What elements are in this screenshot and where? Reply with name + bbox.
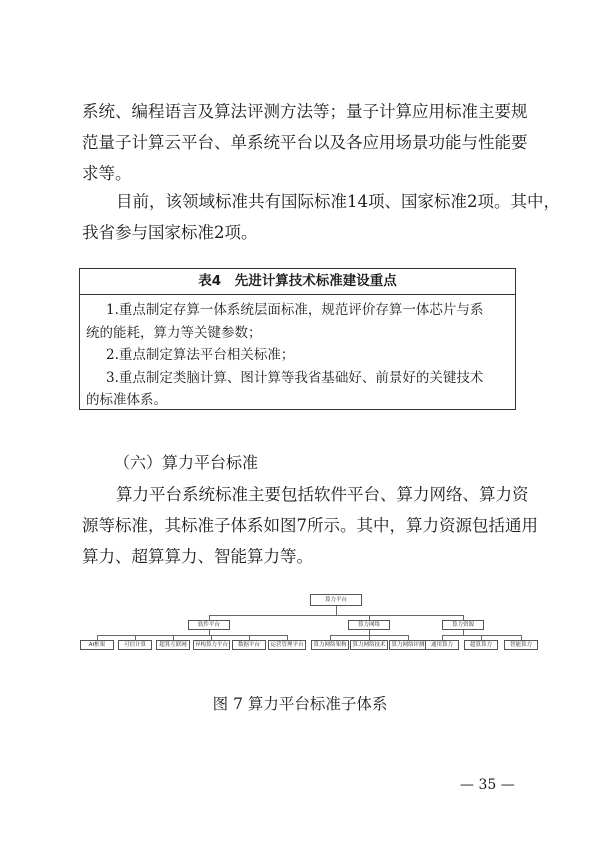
leaf-node: 超算互联网 bbox=[156, 640, 190, 650]
leaf-node: 算力网络架构 bbox=[311, 640, 349, 650]
paragraph-standards-count bbox=[82, 186, 560, 248]
leaf-node: 通用算力 bbox=[425, 640, 459, 650]
text-line: 求等。 bbox=[82, 164, 132, 183]
text-line: 算力平台系统标准主要包括软件平台、算力网络、算力资 bbox=[116, 485, 529, 504]
text-line: 系统、编程语言及算法评测方法等；量子计算应用标准主要规 bbox=[82, 102, 528, 121]
section-heading: （六）算力平台标准 bbox=[114, 453, 259, 472]
table4-item-1-line1: 1.重点制定存算一体系统层面标准，规范评价存算一体芯片与系 bbox=[106, 302, 484, 318]
table4-title: 表4 先进计算技术标准建设重点 bbox=[80, 269, 515, 295]
leaf-node: AI框架 bbox=[80, 640, 114, 650]
page-number: — 35 — bbox=[460, 777, 515, 793]
connector bbox=[209, 615, 463, 616]
table4-item-1-line2: 统的能耗，算力等关键参数； bbox=[86, 324, 262, 341]
connector bbox=[336, 606, 337, 615]
paragraph-computing-platform bbox=[82, 479, 538, 572]
group-node-software-platform: 软件平台 bbox=[188, 620, 230, 630]
leaf-node: 超算算力 bbox=[464, 640, 498, 650]
group-node-computing-network: 算力网络 bbox=[348, 620, 390, 630]
table4-item-3-line2: 的标准体系。 bbox=[86, 392, 167, 408]
paragraph-quantum-standards bbox=[82, 96, 528, 189]
text-line: 范量子计算云平台、单系统平台以及各应用场景功能与性能要 bbox=[82, 133, 528, 152]
group-node-computing-resources: 算力资源 bbox=[442, 620, 484, 630]
table4-item-2-line1: 2.重点制定算法平台相关标准； bbox=[106, 347, 295, 363]
figure-caption: 图 7 算力平台标准子体系 bbox=[212, 695, 388, 713]
connector bbox=[97, 635, 287, 636]
root-node: 算力平台 bbox=[310, 594, 362, 606]
leaf-node: 可信计算 bbox=[118, 640, 152, 650]
table4-body bbox=[80, 295, 515, 412]
leaf-node: 运营管理平台 bbox=[268, 640, 306, 650]
leaf-node: 数据平台 bbox=[232, 640, 266, 650]
leaf-node: 异构算力平台 bbox=[194, 642, 228, 648]
table4-box bbox=[79, 268, 516, 410]
leaf-node: 算力网络技术 bbox=[350, 640, 388, 650]
text-line: 源等标准，其标准子体系如图7所示。其中，算力资源包括通用 bbox=[82, 516, 538, 535]
text-line: 目前，该领域标准共有国际标准14项、国家标准2项。其中， bbox=[116, 192, 560, 211]
standards-tree-diagram bbox=[78, 594, 538, 656]
text-line: 算力、超算算力、智能算力等。 bbox=[82, 547, 313, 566]
leaf-node: 算力网络评测 bbox=[389, 640, 427, 650]
leaf-node: 智能算力 bbox=[504, 640, 538, 650]
table4-item-3-line1: 3.重点制定类脑计算、图计算等我省基础好、前景好的关键技术 bbox=[106, 369, 484, 386]
text-line: 我省参与国家标准2项。 bbox=[82, 223, 258, 242]
